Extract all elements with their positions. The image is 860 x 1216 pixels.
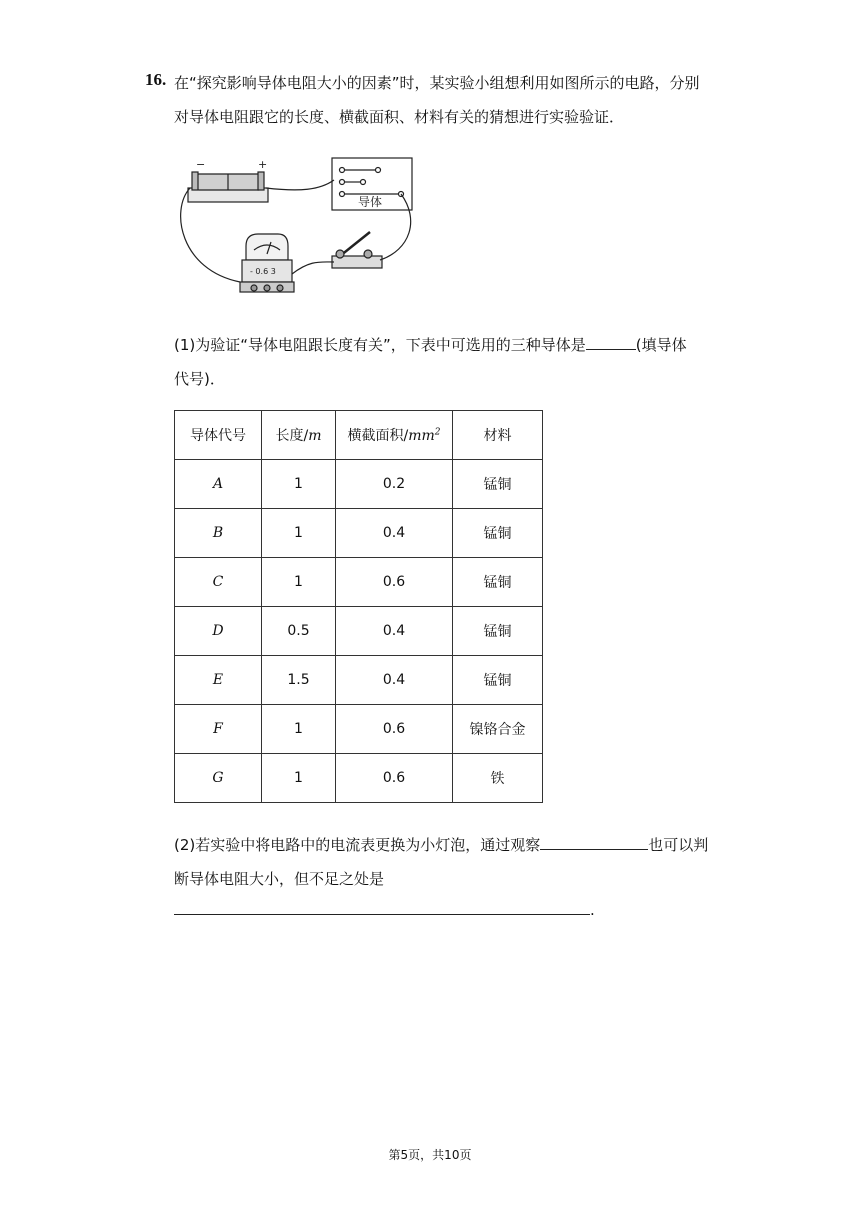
conductor-table <box>174 410 543 803</box>
question-number: 16. <box>145 70 167 89</box>
table-row <box>175 656 543 705</box>
table-cell: 1.5 <box>262 656 336 705</box>
page-footer: 第5页，共10页 <box>388 1148 472 1162</box>
table-row <box>175 558 543 607</box>
table-cell: E <box>175 656 262 705</box>
answer-blank-3[interactable] <box>174 900 590 915</box>
part2-line1 <box>174 834 708 855</box>
table-cell: 1 <box>262 460 336 509</box>
table-row <box>175 509 543 558</box>
question-intro-line1: 在“探究影响导体电阻大小的因素”时，某实验小组想利用如图所示的电路，分别 <box>174 74 700 92</box>
answer-blank-2[interactable] <box>540 835 648 850</box>
header-length: 长度/m <box>262 411 336 460</box>
part1-line1 <box>174 334 687 355</box>
battery-plus-label: + <box>258 158 268 171</box>
table-cell: 1 <box>262 705 336 754</box>
table-cell: F <box>175 705 262 754</box>
table-cell: 0.5 <box>262 607 336 656</box>
header-area: 横截面积$/mm^2$ <box>336 411 453 460</box>
part2-text-a: (2)若实验中将电路中的电流表更换为小灯泡，通过观察 <box>174 836 541 854</box>
table-row <box>175 460 543 509</box>
part2-line3-end: . <box>590 901 595 919</box>
table-row <box>175 754 543 803</box>
table-cell: 0.4 <box>336 509 453 558</box>
question-intro-line2: 对导体电阻跟它的长度、横截面积、材料有关的猜想进行实验验证． <box>174 108 625 126</box>
table-cell: 铁 <box>453 754 543 803</box>
table-cell: 镍铬合金 <box>453 705 543 754</box>
table-header-row <box>175 411 543 460</box>
answer-blank-1[interactable] <box>586 335 636 350</box>
part2-text-b: 也可以判 <box>648 836 709 854</box>
table-cell: 0.6 <box>336 705 453 754</box>
table-cell: D <box>175 607 262 656</box>
table-row <box>175 607 543 656</box>
part1-line2: 代号)． <box>174 370 225 388</box>
conductor-board-label: 导体 <box>358 195 383 209</box>
battery-minus-label: − <box>196 158 206 171</box>
table-cell: 0.6 <box>336 558 453 607</box>
table-cell: 0.6 <box>336 754 453 803</box>
table-cell: 锰铜 <box>453 656 543 705</box>
header-code: 导体代号 <box>175 411 262 460</box>
table-cell: 锰铜 <box>453 460 543 509</box>
table-cell: 锰铜 <box>453 607 543 656</box>
table-cell: 1 <box>262 558 336 607</box>
table-cell: 1 <box>262 754 336 803</box>
ammeter-scale-label: - 0.6 3 <box>250 267 276 276</box>
table-cell: B <box>175 509 262 558</box>
header-material: 材料 <box>453 411 543 460</box>
part1-text-a: (1)为验证“导体电阻跟长度有关”，下表中可选用的三种导体是 <box>174 336 586 354</box>
table-cell: G <box>175 754 262 803</box>
table-cell: 锰铜 <box>453 558 543 607</box>
part2-line2: 断导体电阻大小，但不足之处是 <box>174 870 385 888</box>
table-row <box>175 705 543 754</box>
table-cell: 0.4 <box>336 607 453 656</box>
table-cell: 0.4 <box>336 656 453 705</box>
circuit-figure <box>170 150 430 310</box>
table-cell: 锰铜 <box>453 509 543 558</box>
table-cell: A <box>175 460 262 509</box>
table-cell: 0.2 <box>336 460 453 509</box>
part2-line3 <box>174 900 595 919</box>
part1-text-b: (填导体 <box>635 336 687 354</box>
table-cell: C <box>175 558 262 607</box>
table-cell: 1 <box>262 509 336 558</box>
